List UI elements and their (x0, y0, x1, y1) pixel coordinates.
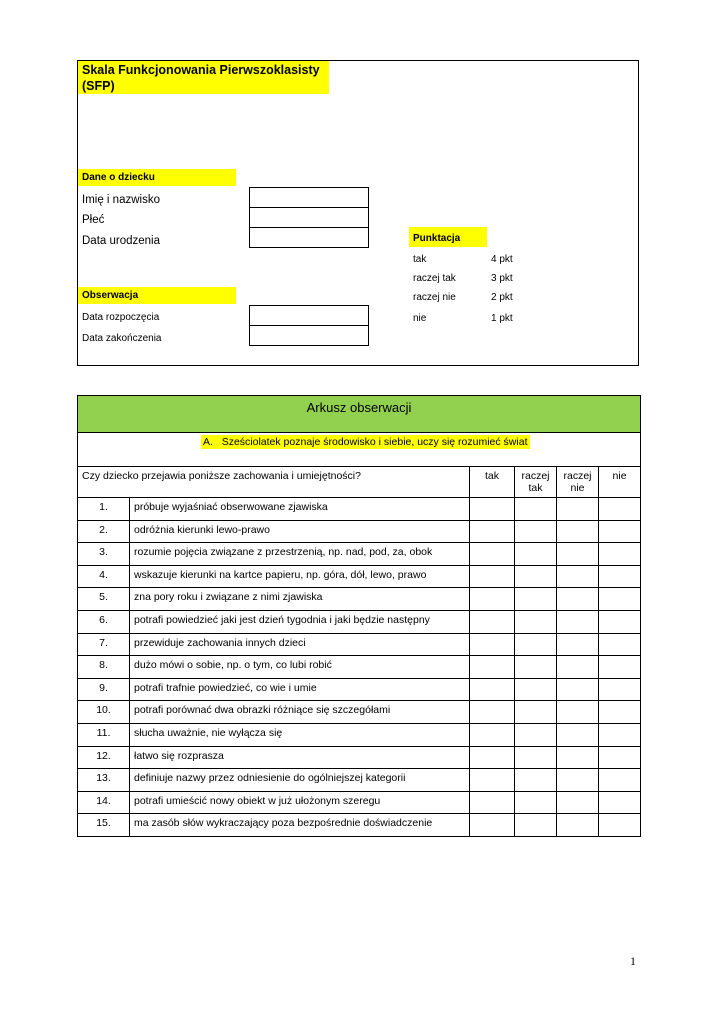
answer-cell-tak[interactable] (470, 498, 515, 521)
answer-cell-raczej-tak[interactable] (515, 520, 557, 543)
answer-cell-raczej-tak[interactable] (515, 814, 557, 837)
answer-cell-raczej-nie[interactable] (557, 678, 599, 701)
item-text: potrafi powiedzieć jaki jest dzień tygodnia i jaki będzie następny (130, 610, 470, 633)
answer-cell-raczej-nie[interactable] (557, 814, 599, 837)
answer-cell-tak[interactable] (470, 769, 515, 792)
table-row (78, 588, 641, 611)
answer-cell-nie[interactable] (599, 723, 641, 746)
field-label-end-date: Data zakończenia (82, 333, 162, 344)
answer-cell-tak[interactable] (470, 701, 515, 724)
item-number: 4. (78, 565, 130, 588)
column-header-raczej-nie: raczej nie (557, 467, 599, 498)
gender-input[interactable] (249, 207, 369, 228)
answer-cell-nie[interactable] (599, 520, 641, 543)
item-text: odróżnia kierunki lewo-prawo (130, 520, 470, 543)
answer-cell-tak[interactable] (470, 723, 515, 746)
column-header-raczej-tak: raczej tak (515, 467, 557, 498)
item-number: 13. (78, 769, 130, 792)
field-label-name: Imię i nazwisko (82, 194, 160, 206)
answer-cell-raczej-tak[interactable] (515, 791, 557, 814)
answer-cell-tak[interactable] (470, 610, 515, 633)
item-text: przewiduje zachowania innych dzieci (130, 633, 470, 656)
answer-cell-raczej-tak[interactable] (515, 610, 557, 633)
item-number: 11. (78, 723, 130, 746)
scoring-label: raczej nie (413, 292, 456, 303)
scoring-heading: Punktacja (409, 227, 487, 247)
table-row (78, 633, 641, 656)
birthdate-input[interactable] (249, 227, 369, 248)
sheet-title: Arkusz obserwacji (78, 396, 641, 433)
answer-cell-tak[interactable] (470, 520, 515, 543)
table-row (78, 723, 641, 746)
item-number: 14. (78, 791, 130, 814)
answer-cell-raczej-nie[interactable] (557, 791, 599, 814)
scoring-points: 4 pkt (491, 254, 513, 265)
item-text: potrafi umieścić nowy obiekt w już ułożonym szeregu (130, 791, 470, 814)
scoring-points: 1 pkt (491, 313, 513, 324)
answer-cell-nie[interactable] (599, 610, 641, 633)
answer-cell-raczej-tak[interactable] (515, 678, 557, 701)
field-label-gender: Płeć (82, 214, 105, 226)
column-header-nie: nie (599, 467, 641, 498)
item-number: 12. (78, 746, 130, 769)
end-date-input[interactable] (249, 325, 369, 346)
table-row (78, 656, 641, 679)
sheet-title-row (78, 396, 641, 433)
column-header-row (78, 467, 641, 498)
answer-cell-tak[interactable] (470, 633, 515, 656)
answer-cell-nie[interactable] (599, 588, 641, 611)
item-text: ma zasób słów wykraczający poza bezpośrednie doświadczenie (130, 814, 470, 837)
scoring-points: 2 pkt (491, 292, 513, 303)
answer-cell-raczej-nie[interactable] (557, 723, 599, 746)
answer-cell-raczej-nie[interactable] (557, 610, 599, 633)
table-row (78, 520, 641, 543)
start-date-input[interactable] (249, 305, 369, 326)
section-title: Sześciolatek poznaje środowisko i siebie, uczy się rozumieć świat (221, 436, 528, 448)
answer-cell-tak[interactable] (470, 746, 515, 769)
answer-cell-raczej-nie[interactable] (557, 520, 599, 543)
section-letter: A. (203, 436, 213, 448)
answer-cell-raczej-tak[interactable] (515, 565, 557, 588)
answer-cell-raczej-tak[interactable] (515, 656, 557, 679)
table-row (78, 565, 641, 588)
field-label-start-date: Data rozpoczęcia (82, 312, 160, 323)
answer-cell-raczej-tak[interactable] (515, 723, 557, 746)
answer-cell-tak[interactable] (470, 588, 515, 611)
answer-cell-nie[interactable] (599, 701, 641, 724)
answer-cell-tak[interactable] (470, 791, 515, 814)
answer-cell-nie[interactable] (599, 543, 641, 566)
answer-cell-nie[interactable] (599, 769, 641, 792)
table-row (78, 701, 641, 724)
answer-cell-raczej-nie[interactable] (557, 746, 599, 769)
table-row (78, 814, 641, 837)
item-number: 2. (78, 520, 130, 543)
column-header-tak: tak (470, 467, 515, 498)
section-row (78, 433, 641, 467)
answer-cell-raczej-nie[interactable] (557, 701, 599, 724)
answer-cell-tak[interactable] (470, 656, 515, 679)
answer-cell-raczej-nie[interactable] (557, 588, 599, 611)
observation-heading: Obserwacja (78, 287, 236, 304)
answer-cell-raczej-nie[interactable] (557, 565, 599, 588)
item-number: 10. (78, 701, 130, 724)
section-heading (201, 435, 530, 449)
answer-cell-nie[interactable] (599, 656, 641, 679)
answer-cell-raczej-nie[interactable] (557, 769, 599, 792)
child-data-heading: Dane o dziecku (78, 169, 236, 186)
answer-cell-raczej-nie[interactable] (557, 633, 599, 656)
answer-cell-nie[interactable] (599, 746, 641, 769)
answer-cell-raczej-nie[interactable] (557, 498, 599, 521)
item-number: 15. (78, 814, 130, 837)
item-text: potrafi porównać dwa obrazki różniące się szczegółami (130, 701, 470, 724)
answer-cell-nie[interactable] (599, 633, 641, 656)
question-header: Czy dziecko przejawia poniższe zachowania i umiejętności? (78, 467, 470, 498)
answer-cell-raczej-tak[interactable] (515, 498, 557, 521)
answer-cell-raczej-nie[interactable] (557, 543, 599, 566)
item-text: zna pory roku i związane z nimi zjawiska (130, 588, 470, 611)
item-number: 9. (78, 678, 130, 701)
page-number: 1 (630, 954, 636, 968)
scoring-label: tak (413, 254, 427, 265)
item-number: 6. (78, 610, 130, 633)
name-input[interactable] (249, 187, 369, 208)
answer-cell-nie[interactable] (599, 565, 641, 588)
answer-cell-raczej-tak[interactable] (515, 633, 557, 656)
scoring-label: nie (413, 313, 427, 324)
answer-cell-tak[interactable] (470, 814, 515, 837)
table-row (78, 746, 641, 769)
answer-cell-raczej-tak[interactable] (515, 769, 557, 792)
answer-cell-raczej-tak[interactable] (515, 588, 557, 611)
table-row (78, 610, 641, 633)
item-text: próbuje wyjaśniać obserwowane zjawiska (130, 498, 470, 521)
answer-cell-raczej-tak[interactable] (515, 543, 557, 566)
answer-cell-tak[interactable] (470, 543, 515, 566)
form-title: Skala Funkcjonowania Pierwszoklasisty (SFP) (78, 61, 329, 94)
table-row (78, 791, 641, 814)
item-number: 5. (78, 588, 130, 611)
item-number: 8. (78, 656, 130, 679)
table-row (78, 498, 641, 521)
item-text: dużo mówi o sobie, np. o tym, co lubi robić (130, 656, 470, 679)
answer-cell-nie[interactable] (599, 791, 641, 814)
item-text: definiuje nazwy przez odniesienie do ogólniejszej kategorii (130, 769, 470, 792)
item-text: rozumie pojęcia związane z przestrzenią, np. nad, pod, za, obok (130, 543, 470, 566)
answer-cell-raczej-nie[interactable] (557, 656, 599, 679)
scoring-label: raczej tak (413, 273, 456, 284)
observation-sheet-table (77, 395, 641, 837)
answer-cell-raczej-tak[interactable] (515, 746, 557, 769)
answer-cell-raczej-tak[interactable] (515, 701, 557, 724)
answer-cell-nie[interactable] (599, 814, 641, 837)
item-text: słucha uważnie, nie wyłącza się (130, 723, 470, 746)
table-row (78, 543, 641, 566)
item-text: łatwo się rozprasza (130, 746, 470, 769)
item-number: 1. (78, 498, 130, 521)
item-number: 7. (78, 633, 130, 656)
answer-cell-tak[interactable] (470, 678, 515, 701)
table-row (78, 769, 641, 792)
answer-cell-nie[interactable] (599, 498, 641, 521)
item-text: wskazuje kierunki na kartce papieru, np. góra, dół, lewo, prawo (130, 565, 470, 588)
table-row (78, 678, 641, 701)
field-label-birthdate: Data urodzenia (82, 235, 160, 247)
scoring-points: 3 pkt (491, 273, 513, 284)
item-text: potrafi trafnie powiedzieć, co wie i umie (130, 678, 470, 701)
answer-cell-nie[interactable] (599, 678, 641, 701)
item-number: 3. (78, 543, 130, 566)
answer-cell-tak[interactable] (470, 565, 515, 588)
